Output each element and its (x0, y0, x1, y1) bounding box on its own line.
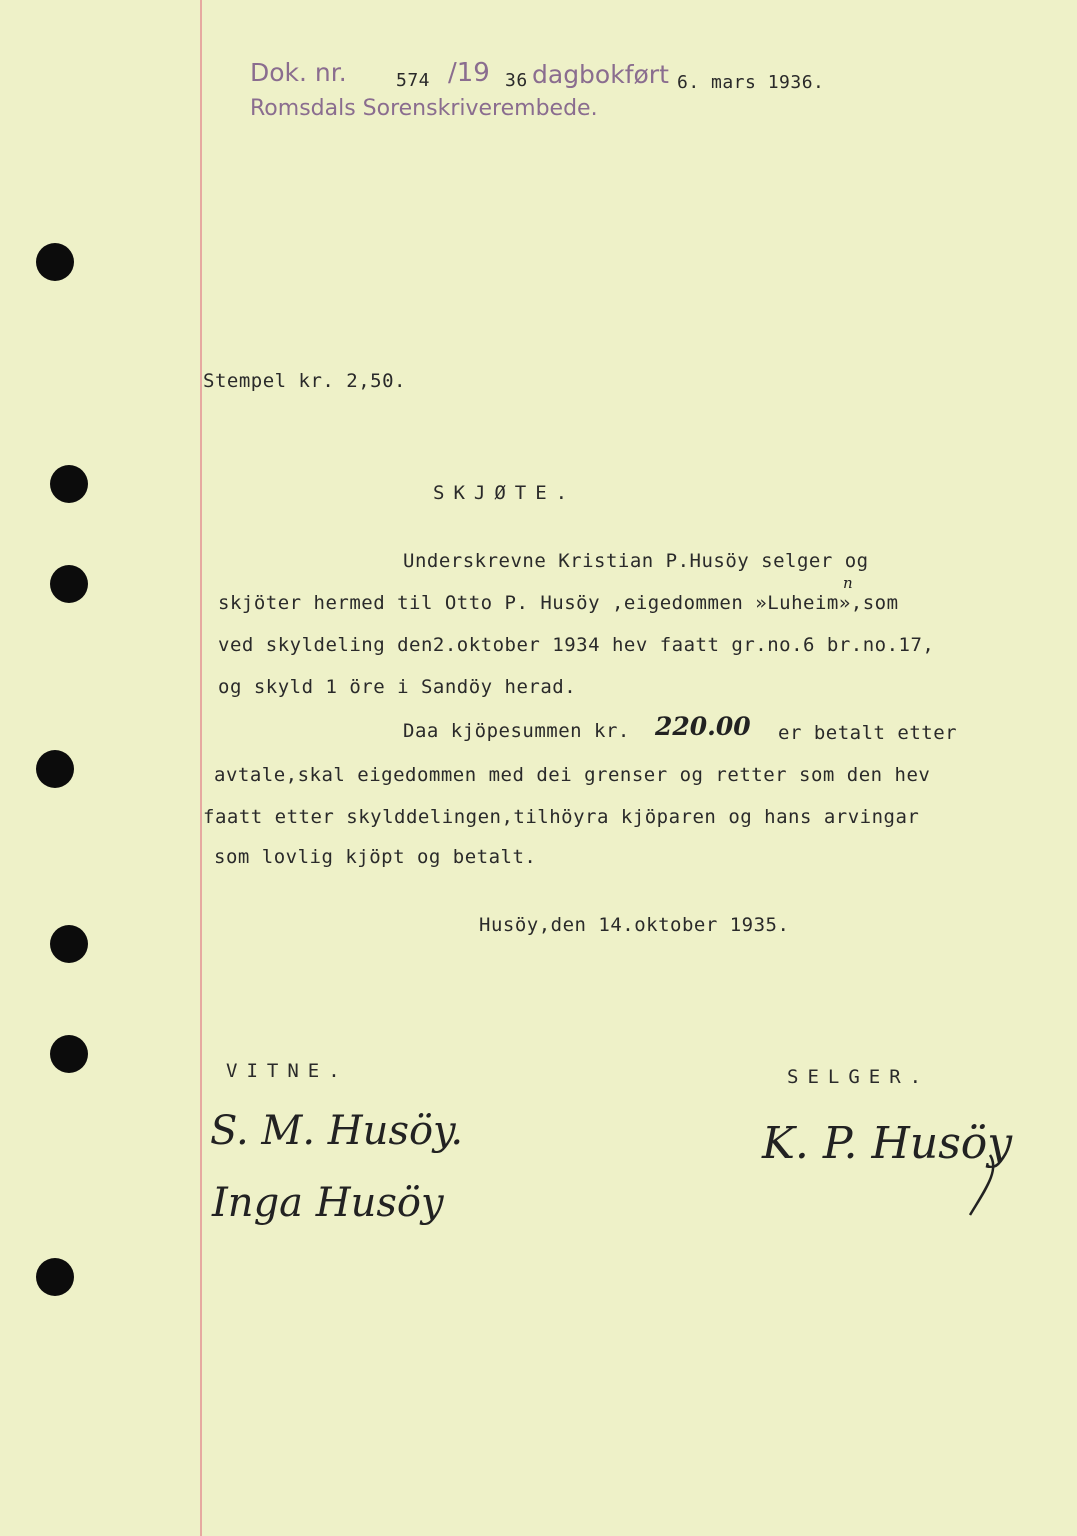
margin-rule (200, 0, 202, 1536)
punch-hole (50, 1035, 88, 1073)
punch-hole (50, 465, 88, 503)
office-name: Romsdals Sorenskriverembede. (250, 96, 598, 121)
document-number: 574 (396, 70, 431, 91)
body-line: ved skyldeling den2.oktober 1934 hev faatt gr.no.6 br.no.17, (218, 634, 935, 656)
body-line: Daa kjöpesummen kr. (403, 720, 630, 742)
punch-hole (36, 1258, 74, 1296)
punch-hole (50, 925, 88, 963)
punch-hole (36, 243, 74, 281)
body-line: og skyld 1 öre i Sandöy herad. (218, 676, 577, 698)
seller-signature: K. P. Husöy (762, 1118, 1013, 1169)
punch-hole (36, 750, 74, 788)
body-line: er betalt etter (778, 722, 958, 744)
year-suffix: 36 (505, 70, 528, 91)
witness-1-signature: S. M. Husöy. (210, 1108, 464, 1154)
body-line: avtale,skal eigedommen med dei grenser og retter som den hev (214, 764, 931, 786)
dok-label: Dok. nr. (250, 58, 347, 87)
witness-label: VITNE. (226, 1060, 349, 1082)
document-title: SKJØTE. (433, 482, 577, 504)
correction-mark: n (843, 574, 853, 592)
dagbokfort-label: dagbokført (532, 60, 669, 89)
year-prefix: /19 (448, 58, 490, 88)
stamp-fee: Stempel kr. 2,50. (203, 370, 406, 392)
body-line: skjöter hermed til Otto P. Husöy ,eigedommen »Luheim»,som (218, 592, 899, 614)
punch-hole (50, 565, 88, 603)
witness-2-signature: Inga Husöy (212, 1180, 444, 1226)
signature-flourish (960, 1150, 1020, 1220)
body-line: Underskrevne Kristian P.Husöy selger og (403, 550, 869, 572)
seller-label: SELGER. (787, 1066, 931, 1088)
place-date: Husöy,den 14.oktober 1935. (479, 914, 790, 936)
purchase-amount: 220.00 (655, 712, 751, 741)
journal-date: 6. mars 1936. (677, 72, 825, 93)
body-line: som lovlig kjöpt og betalt. (214, 846, 537, 868)
body-line: faatt etter skylddelingen,tilhöyra kjöparen og hans arvingar (203, 806, 920, 828)
